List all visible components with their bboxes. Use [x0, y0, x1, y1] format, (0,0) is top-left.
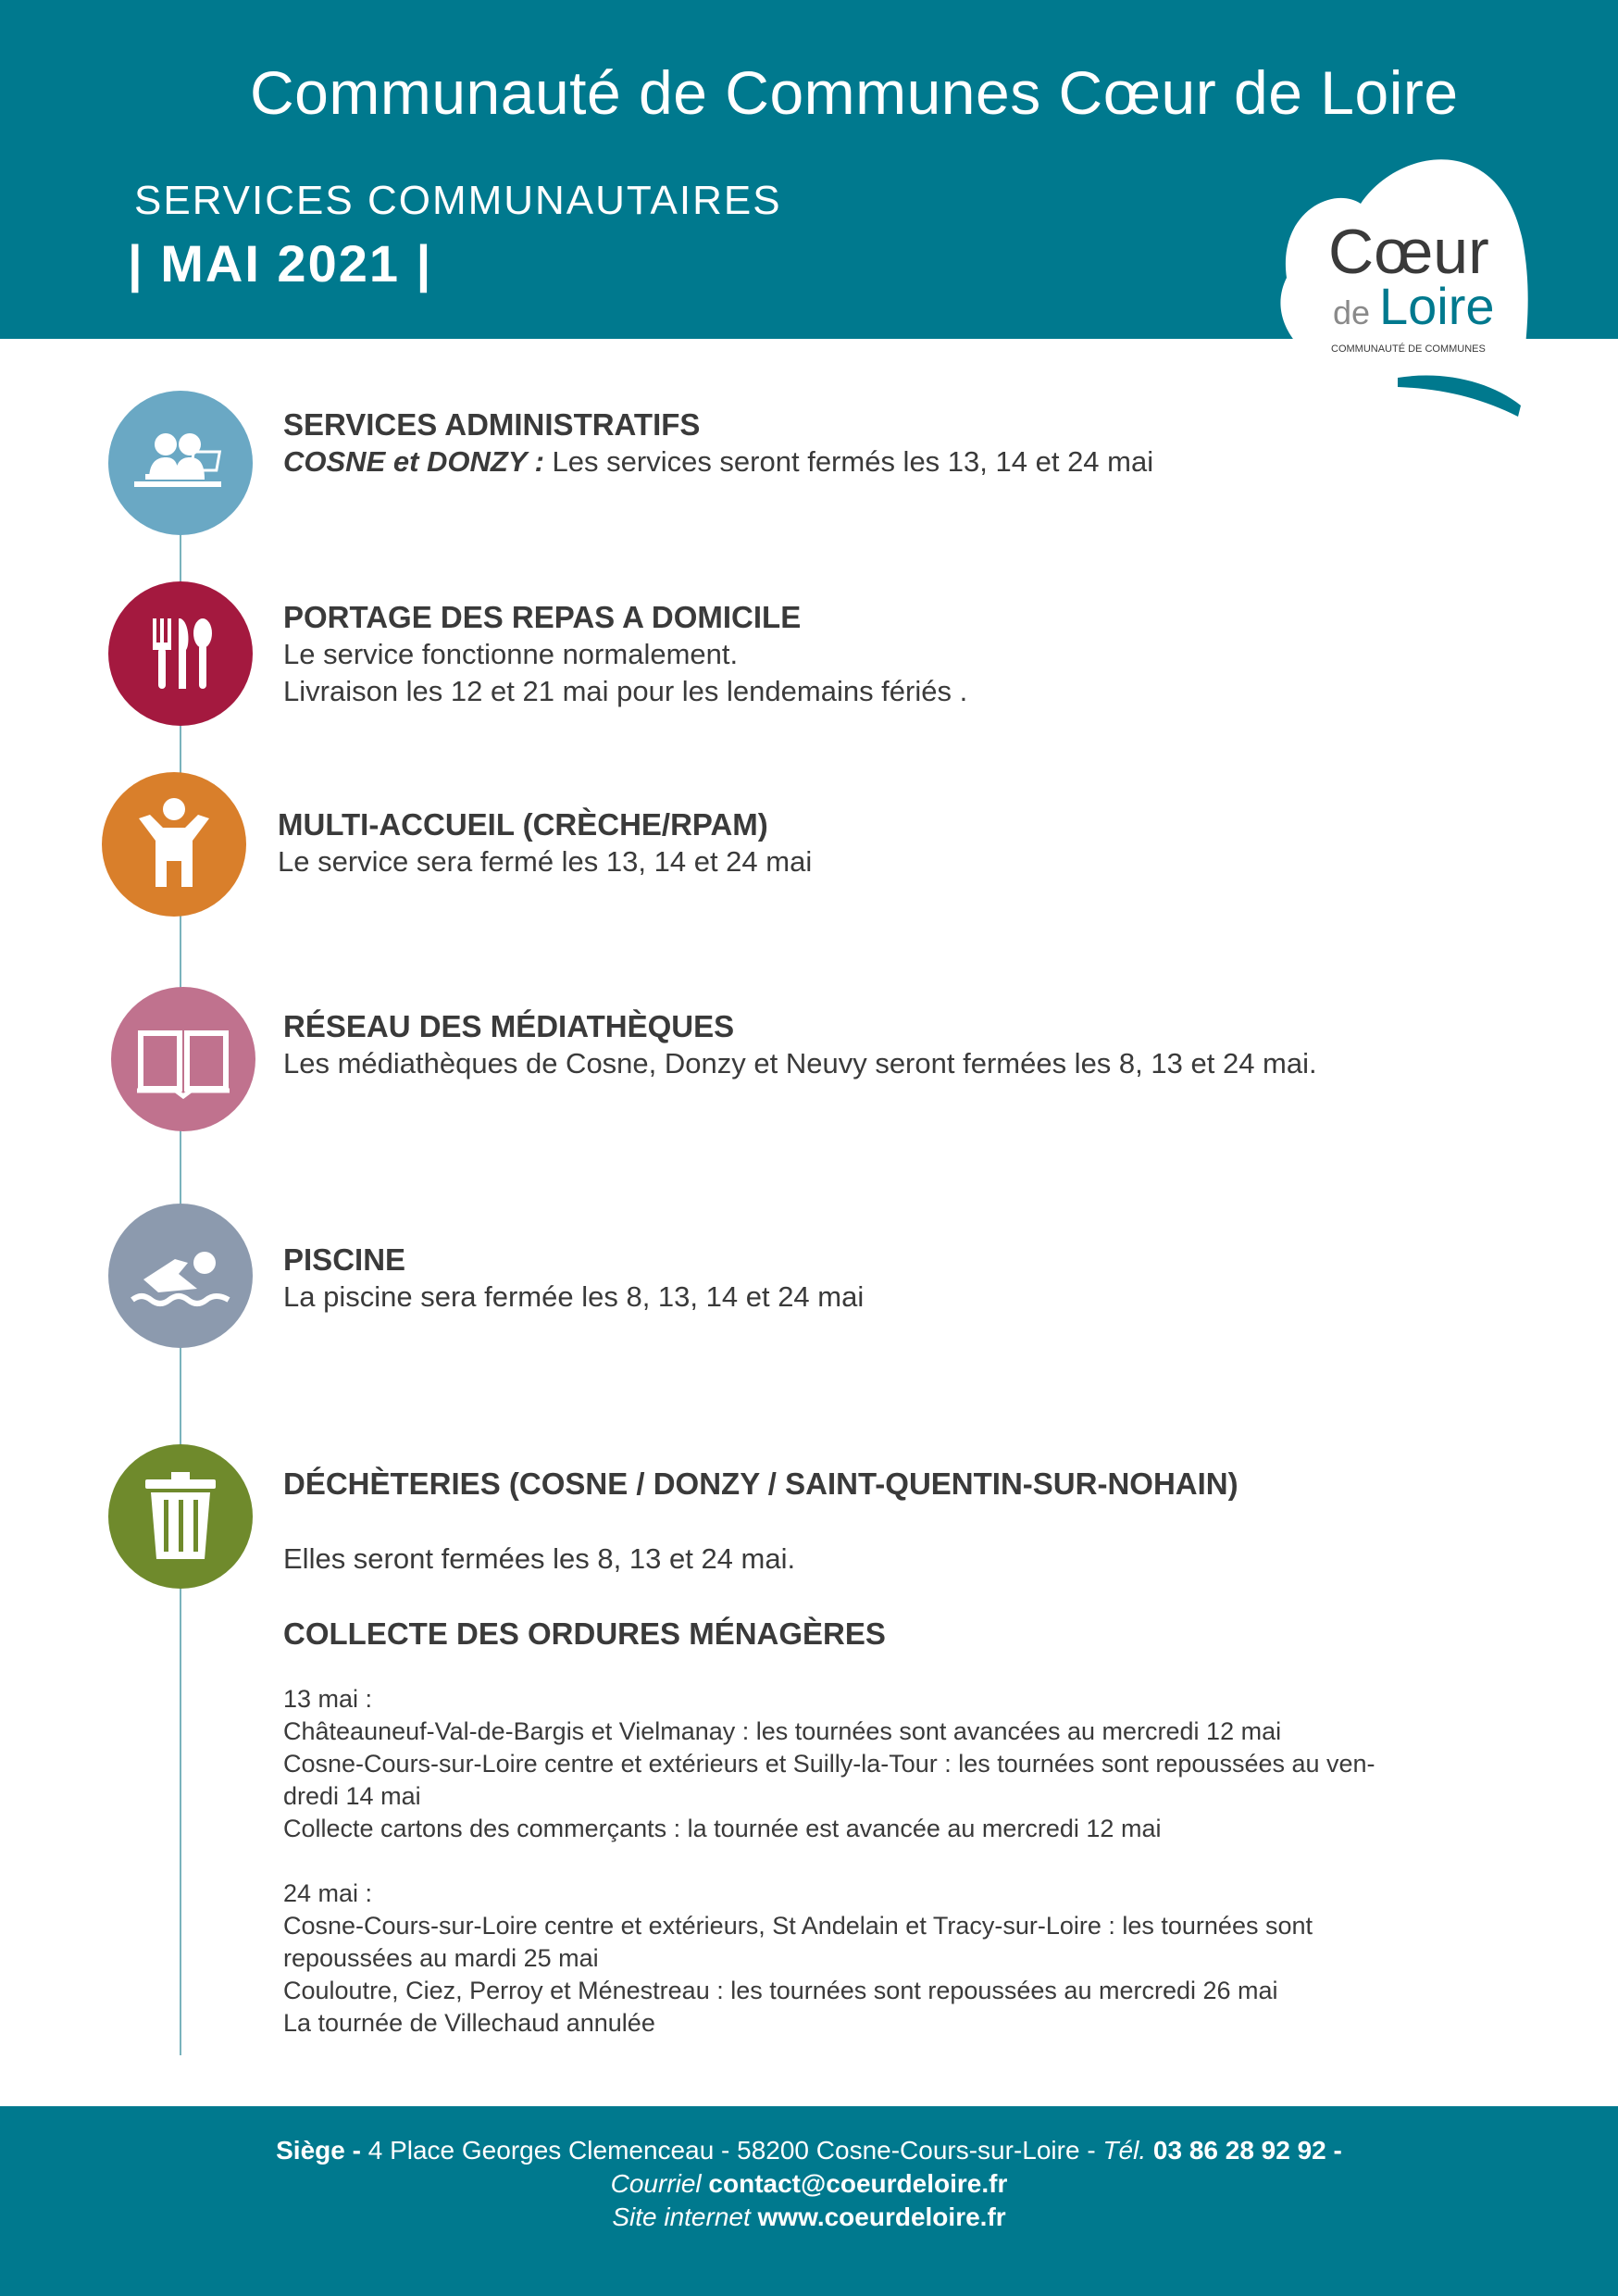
section-text-decheteries: Elles seront fermées les 8, 13 et 24 mai.	[283, 1542, 796, 1575]
logo-tagline: COMMUNAUTÉ DE COMMUNES	[1331, 343, 1486, 355]
footer-email-line	[0, 2169, 1618, 2199]
section-text-portage-repas-line2: Livraison les 12 et 21 mai pour les lendemains fériés .	[283, 675, 968, 707]
child-icon	[102, 772, 246, 917]
collecte-line: Collecte cartons des commerçants : la tournée est avancée au mercredi 12 mai	[283, 1815, 1162, 1842]
cutlery-icon	[108, 581, 253, 726]
collecte-line: Châteauneuf-Val-de-Bargis et Vielmanay : les tournées sont avancées au mercredi 12 mai	[283, 1717, 1282, 1745]
coeur-de-loire-logo	[1259, 139, 1537, 417]
collecte-line: dredi 14 mai	[283, 1782, 421, 1810]
collecte-line: Cosne-Cours-sur-Loire centre et extérieurs, St Andelain et Tracy-sur-Loire : les tournées sont	[283, 1912, 1313, 1940]
section-text-portage-repas-line1: Le service fonctionne normalement.	[283, 638, 739, 670]
section-lead-cosne-donzy: COSNE et DONZY :	[283, 445, 544, 478]
logo-word-coeur: Cœur	[1328, 217, 1489, 287]
section-title-decheteries: DÉCHÈTERIES (COSNE / DONZY / SAINT-QUENTIN-SUR-NOHAIN)	[283, 1466, 1238, 1501]
document-date: | MAI 2021 |	[128, 234, 433, 293]
document-subtitle: SERVICES COMMUNAUTAIRES	[134, 178, 782, 223]
section-text-piscine: La piscine sera fermée les 8, 13, 14 et 24 mai	[283, 1280, 865, 1313]
section-body-services-administratifs: Les services seront fermés les 13, 14 et 24 mai	[552, 445, 1154, 478]
collecte-line: repoussées au mardi 25 mai	[283, 1944, 599, 1972]
footer-courriel-label: Courriel	[610, 2169, 702, 2198]
office-desk-icon	[108, 391, 253, 535]
collecte-line: Cosne-Cours-sur-Loire centre et extérieurs et Suilly-la-Tour : les tournées sont repoussées au ven-	[283, 1750, 1375, 1778]
footer-phone: 03 86 28 92 92 -	[1146, 2136, 1342, 2165]
footer-email-link[interactable]: contact@coeurdeloire.fr	[701, 2169, 1008, 2198]
trash-bin-icon	[108, 1444, 253, 1589]
collecte-line: La tournée de Villechaud annulée	[283, 2009, 655, 2037]
section-title-multi-accueil: MULTI-ACCUEIL (CRÈCHE/RPAM)	[278, 807, 768, 842]
collecte-date-24-mai: 24 mai :	[283, 1879, 373, 1907]
book-icon	[111, 987, 255, 1131]
footer-website-line	[0, 2202, 1618, 2232]
footer-siege-label: Siège -	[276, 2136, 361, 2165]
footer-website-link[interactable]: www.coeurdeloire.fr	[750, 2202, 1006, 2231]
collecte-title: COLLECTE DES ORDURES MÉNAGÈRES	[283, 1616, 886, 1651]
section-title-services-administratifs: SERVICES ADMINISTRATIFS	[283, 407, 701, 442]
organization-title: Communauté de Communes Cœur de Loire	[250, 58, 1459, 127]
section-title-mediatheques: RÉSEAU DES MÉDIATHÈQUES	[283, 1009, 735, 1043]
collecte-line: Couloutre, Ciez, Perroy et Ménestreau : les tournées sont repoussées au mercredi 26 mai	[283, 1977, 1278, 2004]
section-text-multi-accueil: Le service sera fermé les 13, 14 et 24 mai	[278, 845, 813, 878]
section-title-piscine: PISCINE	[283, 1242, 406, 1277]
footer-address: 4 Place Georges Clemenceau - 58200 Cosne-Cours-sur-Loire -	[360, 2136, 1103, 2165]
collecte-date-13-mai: 13 mai :	[283, 1685, 373, 1713]
footer-address-line	[0, 2136, 1618, 2165]
swimmer-icon	[108, 1204, 253, 1348]
section-title-portage-repas: PORTAGE DES REPAS A DOMICILE	[283, 600, 802, 634]
section-text-services-administratifs	[283, 443, 1153, 481]
section-text-mediatheques: Les médiathèques de Cosne, Donzy et Neuvy seront fermées les 8, 13 et 24 mai.	[283, 1047, 1317, 1079]
footer-tel-label: Tél.	[1102, 2136, 1147, 2165]
logo-word-de: de	[1333, 293, 1371, 331]
footer-site-label: Site internet	[612, 2202, 751, 2231]
logo-word-loire: Loire	[1379, 277, 1495, 335]
footer-band	[0, 2106, 1618, 2296]
